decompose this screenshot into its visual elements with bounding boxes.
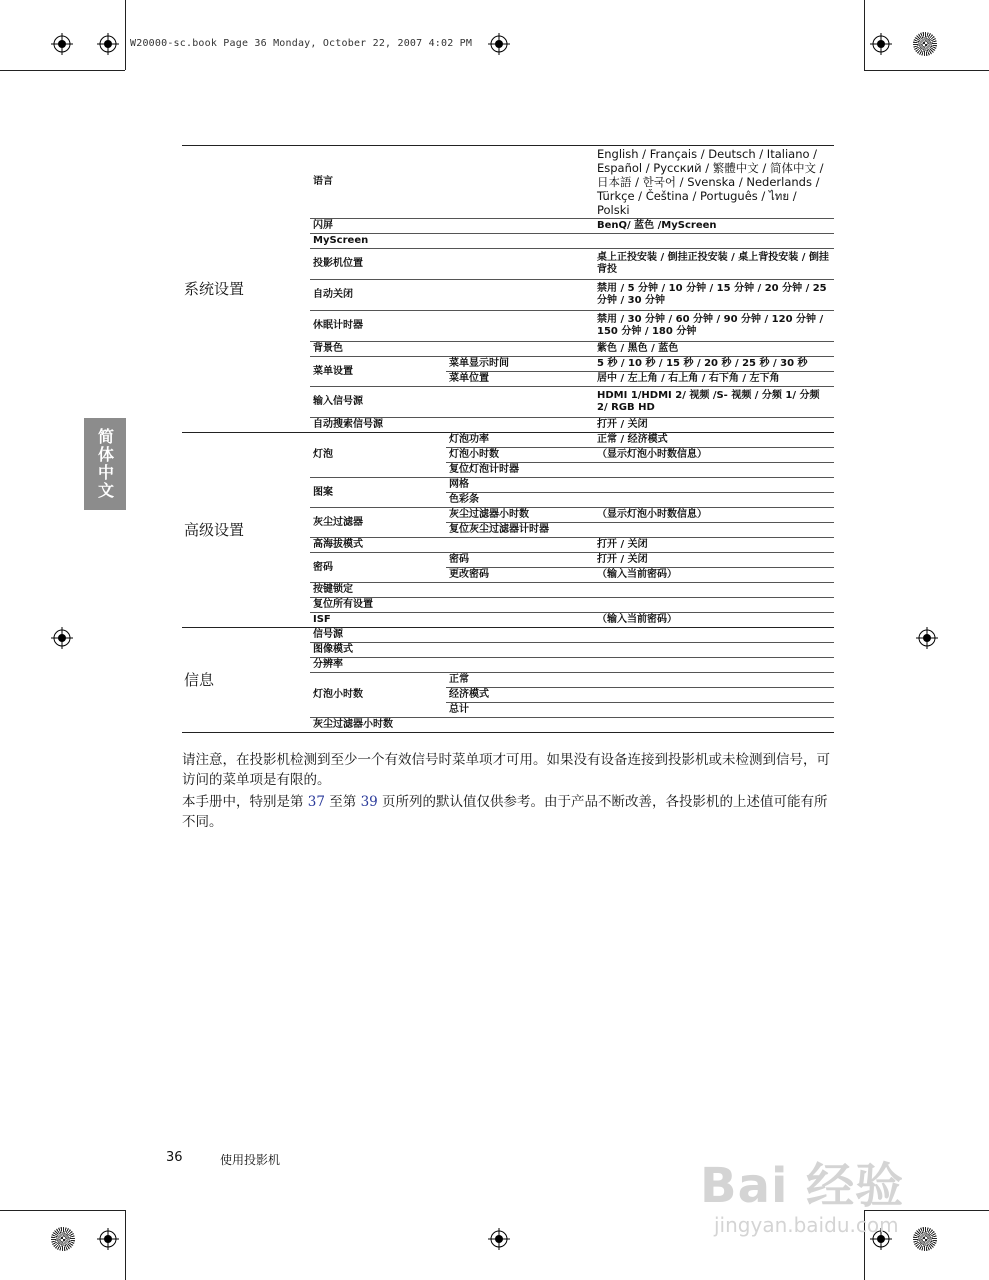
registration-mark-icon [916, 627, 938, 649]
menu-item: 灰尘过滤器 [310, 508, 446, 538]
registration-mark-icon [488, 33, 510, 55]
crop-line [0, 70, 125, 71]
note-text: 本手册中，特别是第 [182, 794, 308, 810]
page-number: 36 [166, 1150, 183, 1165]
menu-item: 背景色 [310, 342, 594, 357]
menu-option [594, 673, 834, 688]
menu-item: 菜单设置 [310, 357, 446, 387]
menu-subitem: 灯泡小时数 [446, 448, 594, 463]
menu-option [594, 478, 834, 493]
menu-option [594, 234, 834, 249]
menu-item: 闪屏 [310, 219, 594, 234]
menu-subitem: 复位灯泡计时器 [446, 463, 594, 478]
registration-mark-icon [97, 1228, 119, 1250]
watermark-logo: Bai 经验 [700, 1158, 905, 1214]
watermark-url: jingyan.baidu.com [714, 1213, 899, 1237]
menu-item: 语言 [310, 146, 594, 219]
menu-subitem: 正常 [446, 673, 594, 688]
menu-subitem: 更改密码 [446, 568, 594, 583]
menu-option: 打开 / 关闭 [594, 538, 834, 553]
menu-option [594, 598, 834, 613]
registration-mark-icon [51, 627, 73, 649]
menu-option [594, 703, 834, 718]
registration-mark-icon [97, 33, 119, 55]
menu-subitem: 经济模式 [446, 688, 594, 703]
menu-option: （显示灯泡小时数信息） [594, 448, 834, 463]
print-header: W20000-sc.book Page 36 Monday, October 22, 2007 4:02 PM [130, 38, 473, 49]
menu-option [594, 688, 834, 703]
menu-item: 图像模式 [310, 643, 594, 658]
menu-option: （输入当前密码） [594, 568, 834, 583]
registration-mark-icon [488, 1228, 510, 1250]
menu-item: 信号源 [310, 628, 594, 643]
menu-option: 居中 / 左上角 / 右上角 / 右下角 / 左下角 [594, 372, 834, 387]
menu-item: 灯泡小时数 [310, 673, 446, 718]
menu-subitem: 菜单位置 [446, 372, 594, 387]
crop-line [0, 1210, 125, 1211]
menu-settings-table [182, 145, 834, 733]
menu-option: 打开 / 关闭 [594, 418, 834, 433]
menu-subitem: 密码 [446, 553, 594, 568]
menu-option: BenQ/ 蓝色 /MyScreen [594, 219, 834, 234]
menu-item: 复位所有设置 [310, 598, 594, 613]
note-paragraph: 请注意，在投影机检测到至少一个有效信号时菜单项才可用。如果没有设备连接到投影机或未检测到信号，可访问的菜单项是有限的。 [182, 752, 830, 788]
menu-subitem: 灰尘过滤器小时数 [446, 508, 594, 523]
watermark [700, 1135, 970, 1245]
menu-item: 按键锁定 [310, 583, 594, 598]
note-text: 页所列的默认值仅供参考。由于产品不断改善，各投影机的上述值可能有所不同。 [182, 794, 828, 830]
menu-item: ISF [310, 613, 594, 628]
menu-option: HDMI 1/HDMI 2/ 视频 /S- 视频 / 分频 1/ 分频 2/ RGB HD [594, 387, 834, 418]
menu-option: 正常 / 经济模式 [594, 433, 834, 448]
menu-option: 5 秒 / 10 秒 / 15 秒 / 20 秒 / 25 秒 / 30 秒 [594, 357, 834, 372]
menu-item: 密码 [310, 553, 446, 583]
crop-line [864, 0, 865, 70]
table-row [182, 146, 834, 219]
category-system-settings: 系统设置 [182, 146, 310, 433]
crop-line [125, 0, 126, 70]
menu-option: （显示灯泡小时数信息） [594, 508, 834, 523]
menu-item: 自动关闭 [310, 280, 594, 311]
menu-option [594, 493, 834, 508]
registration-mark-icon [870, 33, 892, 55]
menu-item: 灯泡 [310, 433, 446, 478]
menu-option [594, 463, 834, 478]
menu-item: 投影机位置 [310, 249, 594, 280]
menu-option [594, 658, 834, 673]
menu-item: MyScreen [310, 234, 594, 249]
menu-option [594, 718, 834, 733]
menu-item: 休眠计时器 [310, 311, 594, 342]
menu-subitem: 色彩条 [446, 493, 594, 508]
table-row [182, 628, 834, 643]
color-rosette-icon [51, 1227, 75, 1251]
menu-subitem: 总计 [446, 703, 594, 718]
category-information: 信息 [182, 628, 310, 733]
page-link[interactable]: 37 [307, 794, 325, 810]
menu-option: 禁用 / 5 分钟 / 10 分钟 / 15 分钟 / 20 分钟 / 25 分钟 / 30 分钟 [594, 280, 834, 311]
menu-subitem: 复位灰尘过滤器计时器 [446, 523, 594, 538]
crop-line [864, 70, 989, 71]
menu-option: 桌上正投安装 / 倒挂正投安装 / 桌上背投安装 / 倒挂背投 [594, 249, 834, 280]
menu-item: 输入信号源 [310, 387, 594, 418]
registration-mark-icon [51, 33, 73, 55]
side-tab-label: 简体中文 [95, 428, 115, 500]
menu-option: （输入当前密码） [594, 613, 834, 628]
menu-item: 自动搜索信号源 [310, 418, 594, 433]
category-advanced-settings: 高级设置 [182, 433, 310, 628]
menu-option: English / Français / Deutsch / Italiano / Español / Русский / 繁體中文 / 简体中文 / 日本語 / 한국어 / Svenska / Nederlands / Türkçe / Čeština / Português / ไทย / Polski [594, 146, 834, 219]
menu-subitem: 灯泡功率 [446, 433, 594, 448]
menu-item: 灰尘过滤器小时数 [310, 718, 594, 733]
note-paragraph-defaults [182, 792, 836, 832]
menu-item: 图案 [310, 478, 446, 508]
menu-option [594, 583, 834, 598]
color-rosette-icon [913, 32, 937, 56]
menu-subitem: 网格 [446, 478, 594, 493]
crop-line [125, 1210, 126, 1280]
note-text: 至第 [324, 794, 361, 810]
menu-option: 禁用 / 30 分钟 / 60 分钟 / 90 分钟 / 120 分钟 / 150 分钟 / 180 分钟 [594, 311, 834, 342]
menu-option [594, 523, 834, 538]
menu-option: 紫色 / 黑色 / 蓝色 [594, 342, 834, 357]
menu-item: 高海拔模式 [310, 538, 594, 553]
menu-option: 打开 / 关闭 [594, 553, 834, 568]
table-row [182, 433, 834, 448]
menu-subitem: 菜单显示时间 [446, 357, 594, 372]
menu-item: 分辨率 [310, 658, 594, 673]
menu-option [594, 643, 834, 658]
menu-option [594, 628, 834, 643]
language-side-tab [84, 418, 126, 510]
page-link[interactable]: 39 [360, 794, 378, 810]
footer-section-title: 使用投影机 [220, 1153, 281, 1167]
